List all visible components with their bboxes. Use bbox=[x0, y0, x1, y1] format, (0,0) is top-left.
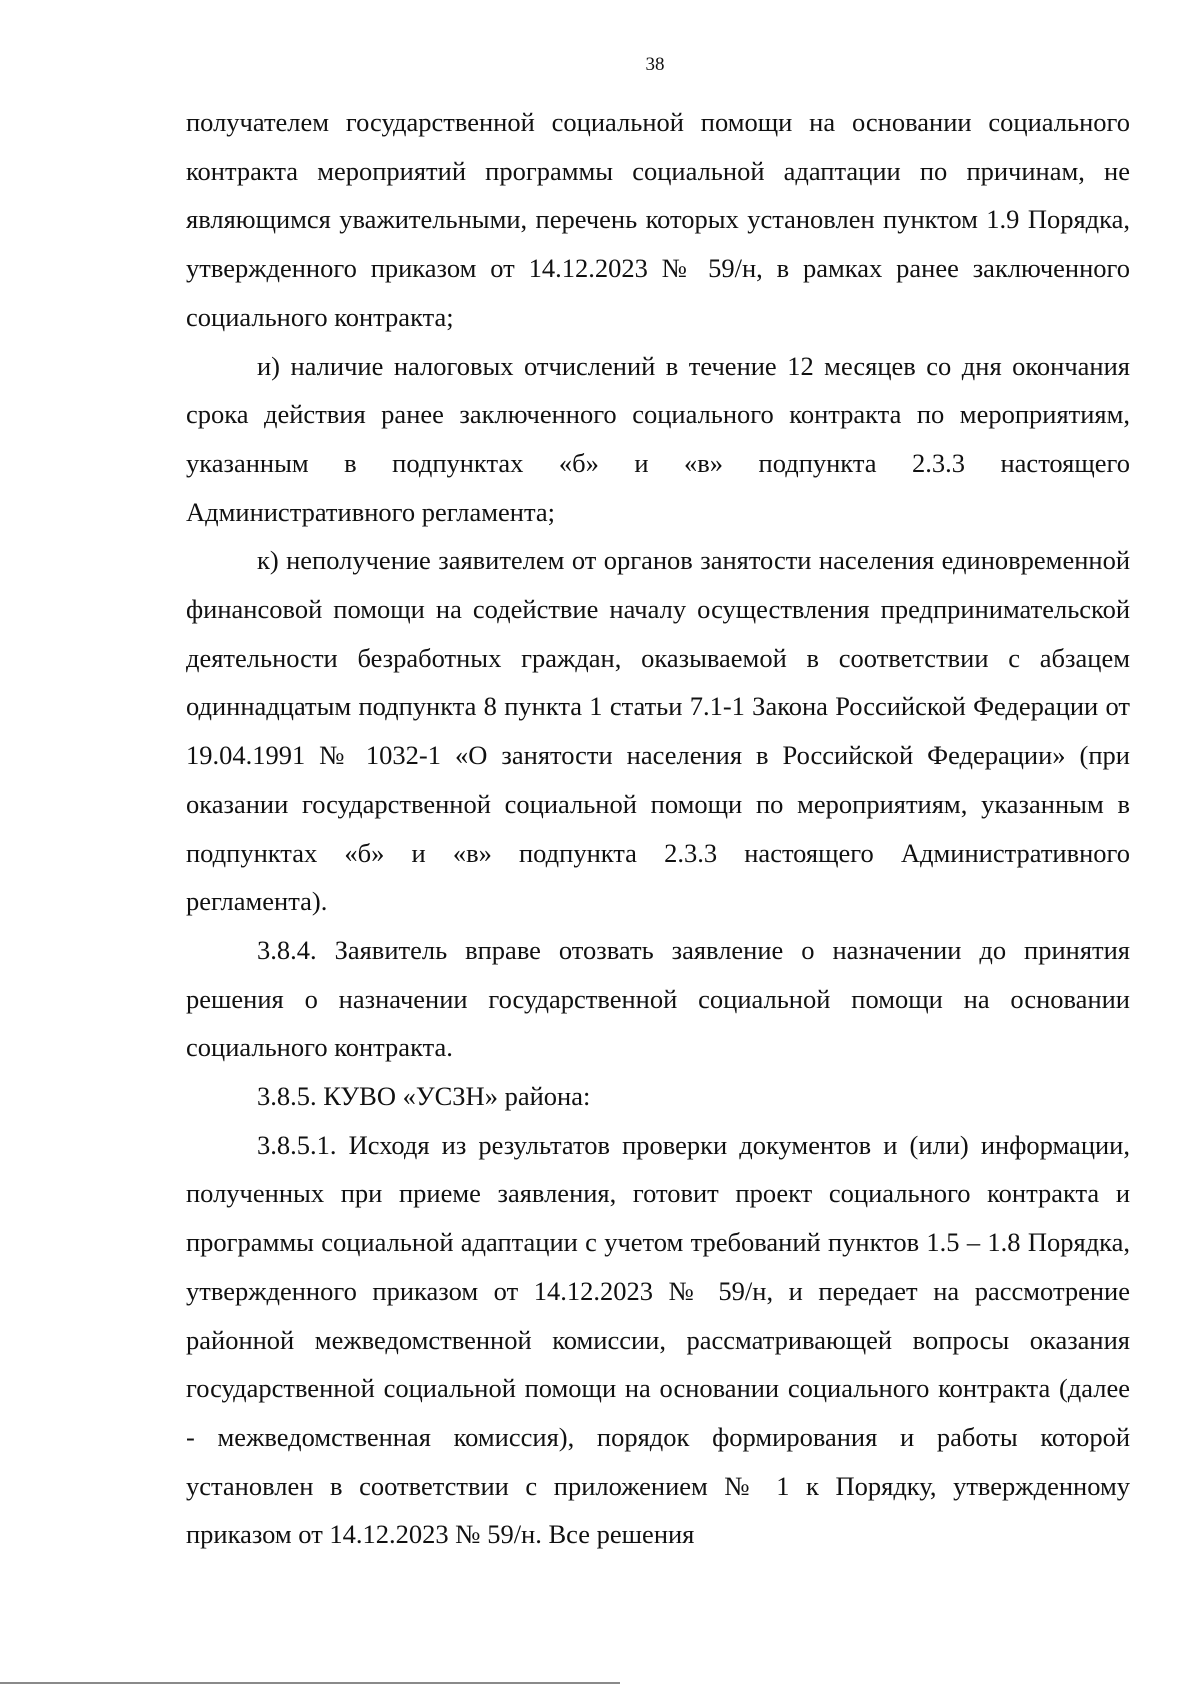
paragraph-item-k: к) неполучение заявителем от органов занятости населения единовременной финансовой помощи на содействие началу осуществления предпринимательской деятельности безработных граждан, оказываемой в соответствии с абзацем одиннадцатым подпункта 8 пункта 1 статьи 7.1-1 Закона Российской Федерации от 19.04.1991 № 1032-1 «О занятости населения в Российской Федерации» (при оказании государственной социальной помощи по мероприятиям, указанным в подпунктах «б» и «в» подпункта 2.3.3 настоящего Административного регламента). bbox=[186, 545, 1130, 917]
paragraph-3-8-5: 3.8.5. КУВО «УСЗН» района: bbox=[257, 1081, 591, 1112]
paragraph-3-8-4: 3.8.4. Заявитель вправе отозвать заявление о назначении до принятия решения о назначении государственной социальной помощи на основании социального контракта. bbox=[186, 934, 1130, 1063]
page-number: 38 bbox=[645, 54, 665, 75]
paragraph-3-8-5-1: 3.8.5.1. Исходя из результатов проверки документов и (или) информации, полученных при приеме заявления, готовит проект социального контракта и программы социальной адаптации с учетом требований пунктов 1.5 – 1.8 Порядка, утвержденного приказом от 14.12.2023 № 59/н, и передает на рассмотрение районной межведомственной комиссии, рассматривающей вопросы оказания государственной социальной помощи на основании социального контракта (далее - межведомственная комиссия), порядок формирования и работы которой установлен в соответствии с приложением № 1 к Порядку, утвержденному приказом от 14.12.2023 № 59/н. Все решения bbox=[186, 1129, 1130, 1550]
paragraph-continuation: получателем государственной социальной помощи на основании социального контракта мероприятий программы социальной адаптации по причинам, не являющимся уважительными, перечень которых установлен пунктом 1.9 Порядка, утвержденного приказом от 14.12.2023 № 59/н, в рамках ранее заключенного социального контракта; bbox=[186, 107, 1130, 332]
document-body bbox=[186, 98, 1130, 1559]
bottom-edge-line bbox=[0, 1682, 620, 1684]
paragraph-item-i: и) наличие налоговых отчислений в течение 12 месяцев со дня окончания срока действия ранее заключенного социального контракта по мероприятиям, указанным в подпунктах «б» и «в» подпункта 2.3.3 настоящего Административного регламента; bbox=[186, 350, 1130, 527]
